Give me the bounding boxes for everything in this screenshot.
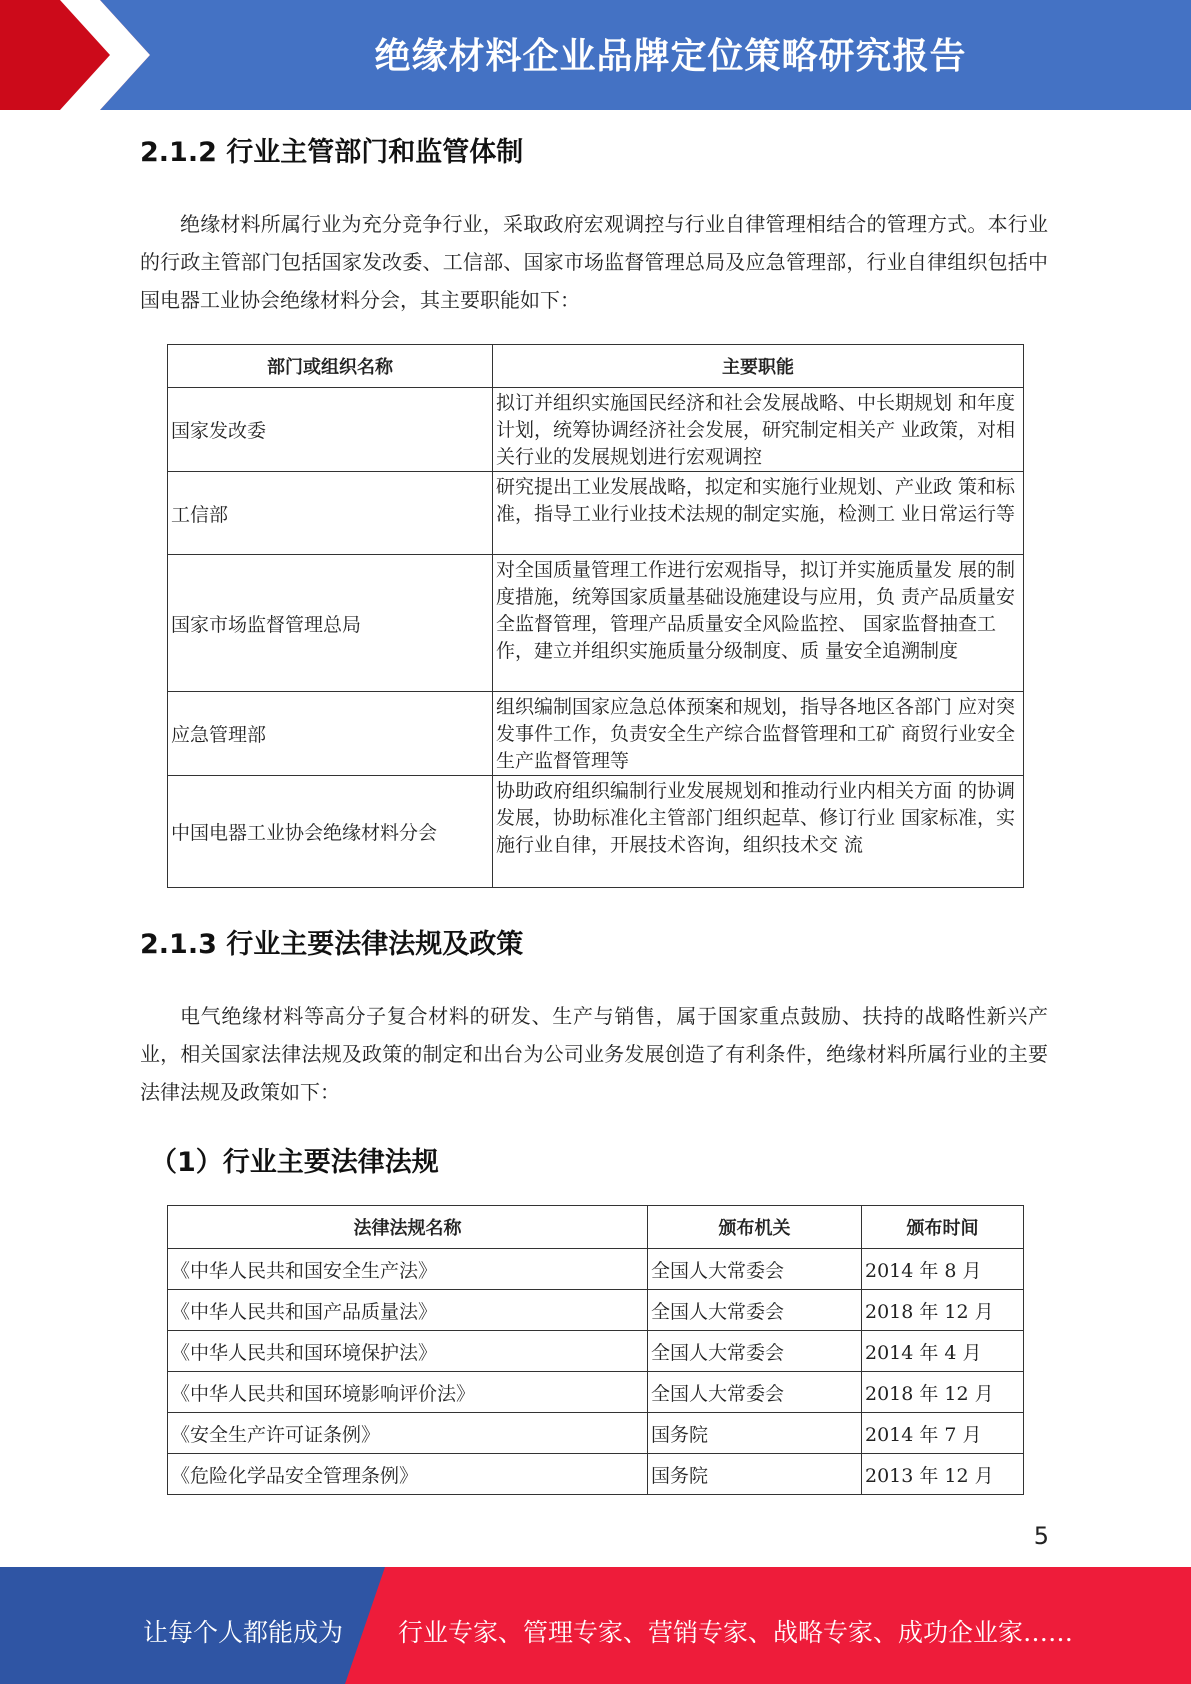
section-213-paragraph: 电气绝缘材料等高分子复合材料的研发、生产与销售，属于国家重点鼓励、扶持的战略性新兴产业，相关国家法律法规及政策的制定和出台为公司业务发展创造了有利条件，绝缘材料所属行业的主要法律法规及政策如下： bbox=[140, 1004, 1048, 1104]
issuing-authority: 国务院 bbox=[648, 1413, 862, 1454]
column-header: 颁布时间 bbox=[862, 1206, 1024, 1249]
table-row bbox=[168, 388, 1024, 472]
department-name: 应急管理部 bbox=[168, 692, 493, 776]
table-row bbox=[168, 1331, 1024, 1372]
issuing-authority: 全国人大常委会 bbox=[648, 1290, 862, 1331]
issuing-authority: 国务院 bbox=[648, 1454, 862, 1495]
header-band bbox=[0, 0, 1191, 110]
laws-subheading: （1）行业主要法律法规 bbox=[150, 1147, 439, 1178]
law-name: 《中华人民共和国安全生产法》 bbox=[168, 1249, 648, 1290]
law-name: 《中华人民共和国产品质量法》 bbox=[168, 1290, 648, 1331]
issuing-authority: 全国人大常委会 bbox=[648, 1249, 862, 1290]
table-row bbox=[168, 1454, 1024, 1495]
table-row bbox=[168, 692, 1024, 776]
table-header-row bbox=[168, 1206, 1024, 1249]
issue-date: 2014 年 7 月 bbox=[862, 1413, 1024, 1454]
issuing-authority: 全国人大常委会 bbox=[648, 1331, 862, 1372]
issue-date: 2013 年 12 月 bbox=[862, 1454, 1024, 1495]
page-number: 5 bbox=[1033, 1522, 1049, 1550]
department-duty: 研究提出工业发展战略，拟定和实施行业规划、产业政 策和标准，指导工业行业技术法规的制定实施，检测工 业日常运行等 bbox=[493, 472, 1024, 555]
department-duty: 协助政府组织编制行业发展规划和推动行业内相关方面 的协调发展，协助标准化主管部门组织起草、修订行业 国家标准，实施行业自律，开展技术咨询，组织技术交 流 bbox=[493, 776, 1024, 888]
department-name: 国家市场监督管理总局 bbox=[168, 555, 493, 692]
issue-date: 2018 年 12 月 bbox=[862, 1290, 1024, 1331]
departments-table bbox=[167, 344, 1024, 888]
table-header-row bbox=[168, 345, 1024, 388]
column-header: 法律法规名称 bbox=[168, 1206, 648, 1249]
table-row bbox=[168, 1290, 1024, 1331]
column-header: 颁布机关 bbox=[648, 1206, 862, 1249]
footer-slogan-left: 让每个人都能成为 bbox=[143, 1618, 344, 1647]
law-name: 《安全生产许可证条例》 bbox=[168, 1413, 648, 1454]
footer-slogan-right: 行业专家、管理专家、营销专家、战略专家、成功企业家…… bbox=[398, 1618, 1074, 1647]
department-duty: 组织编制国家应急总体预案和规划，指导各地区各部门 应对突发事件工作，负责安全生产综合监督管理和工矿 商贸行业安全生产监督管理等 bbox=[493, 692, 1024, 776]
department-duty: 对全国质量管理工作进行宏观指导，拟订并实施质量发 展的制度措施，统筹国家质量基础设施建设与应用，负 责产品质量安全监督管理，管理产品质量安全风险监控、 国家监督抽查工作，建立并组织实施质量分级制度、质 量安全追溯制度 bbox=[493, 555, 1024, 692]
law-name: 《中华人民共和国环境保护法》 bbox=[168, 1331, 648, 1372]
table-row bbox=[168, 1413, 1024, 1454]
table-row bbox=[168, 555, 1024, 692]
department-name: 中国电器工业协会绝缘材料分会 bbox=[168, 776, 493, 888]
table-row bbox=[168, 1372, 1024, 1413]
issue-date: 2014 年 4 月 bbox=[862, 1331, 1024, 1372]
column-header: 主要职能 bbox=[493, 345, 1024, 388]
law-name: 《中华人民共和国环境影响评价法》 bbox=[168, 1372, 648, 1413]
column-header: 部门或组织名称 bbox=[168, 345, 493, 388]
table-row bbox=[168, 776, 1024, 888]
table-row bbox=[168, 472, 1024, 555]
issue-date: 2018 年 12 月 bbox=[862, 1372, 1024, 1413]
report-title: 绝缘材料企业品牌定位策略研究报告 bbox=[374, 36, 967, 77]
section-213-heading: 2.1.3 行业主要法律法规及政策 bbox=[140, 929, 524, 960]
table-row bbox=[168, 1249, 1024, 1290]
department-name: 国家发改委 bbox=[168, 388, 493, 472]
department-name: 工信部 bbox=[168, 472, 493, 555]
section-212-heading: 2.1.2 行业主管部门和监管体制 bbox=[140, 137, 524, 168]
issue-date: 2014 年 8 月 bbox=[862, 1249, 1024, 1290]
issuing-authority: 全国人大常委会 bbox=[648, 1372, 862, 1413]
section-212-paragraph: 绝缘材料所属行业为充分竞争行业，采取政府宏观调控与行业自律管理相结合的管理方式。本行业的行政主管部门包括国家发改委、工信部、国家市场监督管理总局及应急管理部，行业自律组织包括中国电器工业协会绝缘材料分会，其主要职能如下： bbox=[140, 212, 1048, 312]
department-duty: 拟订并组织实施国民经济和社会发展战略、中长期规划 和年度计划，统筹协调经济社会发展，研究制定相关产 业政策，对相关行业的发展规划进行宏观调控 bbox=[493, 388, 1024, 472]
laws-table bbox=[167, 1205, 1024, 1495]
header-chevron-decoration bbox=[0, 0, 160, 110]
law-name: 《危险化学品安全管理条例》 bbox=[168, 1454, 648, 1495]
